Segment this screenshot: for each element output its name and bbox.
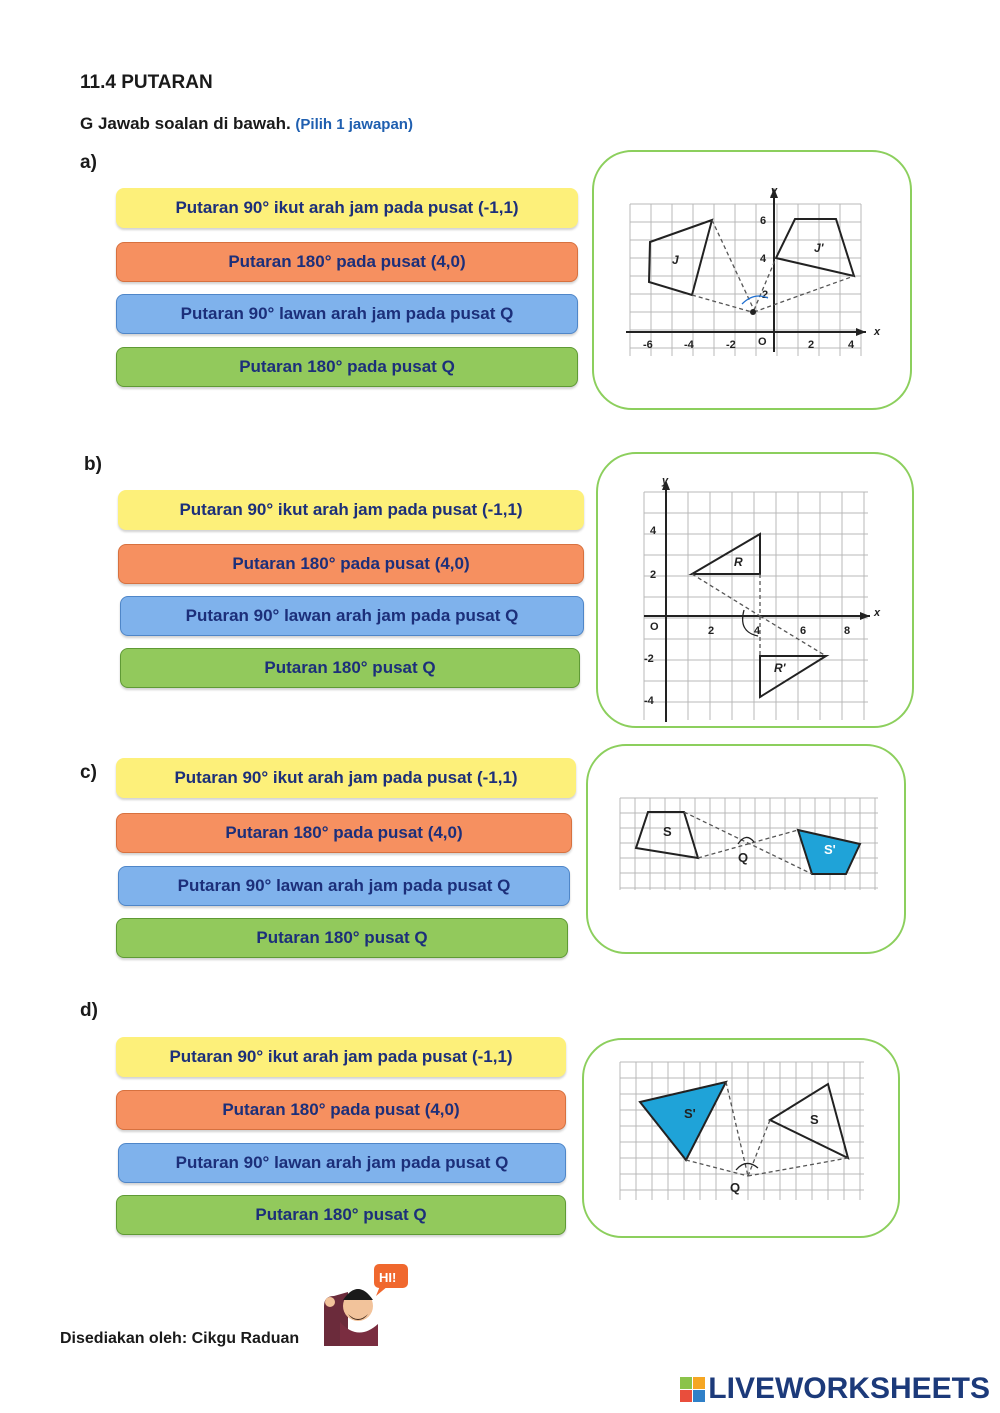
- x-tick-2: 2: [808, 339, 815, 351]
- question-d-option-3[interactable]: Putaran 90° lawan arah jam pada pusat Q: [118, 1143, 566, 1183]
- x-axis-label: x: [874, 607, 881, 619]
- question-a-option-3[interactable]: Putaran 90° lawan arah jam pada pusat Q: [116, 294, 578, 334]
- y-axis-label: y: [771, 185, 778, 197]
- x-tick-4: 4: [754, 625, 761, 637]
- shape-S-image-label: S': [824, 842, 836, 857]
- origin-label: O: [650, 621, 659, 633]
- question-a-option-1[interactable]: Putaran 90° ikut arah jam pada pusat (-1,1): [116, 188, 578, 228]
- shape-J-label: J: [672, 253, 679, 267]
- speech-bubble-text: HI!: [379, 1270, 397, 1285]
- question-c-option-2[interactable]: Putaran 180° pada pusat (4,0): [116, 813, 572, 853]
- x-tick-4: 4: [848, 339, 855, 351]
- y-tick-4: 4: [650, 525, 657, 537]
- origin-label: O: [758, 336, 767, 348]
- question-d-figure-panel: [582, 1038, 900, 1238]
- instruction-hint: (Pilih 1 jawapan): [295, 116, 413, 133]
- shape-R-image-label: R': [774, 661, 786, 675]
- teacher-avatar-illustration: [318, 1262, 414, 1348]
- y-axis-label: y: [662, 475, 669, 487]
- logo-mark-icon: [680, 1377, 705, 1402]
- question-a-figure-panel: [592, 150, 912, 410]
- x-tick-8: 8: [844, 625, 851, 637]
- shape-R-image: [760, 656, 826, 697]
- question-c-label: c): [80, 762, 97, 783]
- question-a-graph: [594, 152, 912, 410]
- question-a-option-2[interactable]: Putaran 180° pada pusat (4,0): [116, 242, 578, 282]
- logo-text: LIVEWORKSHEETS: [708, 1372, 990, 1405]
- instruction-text: G Jawab soalan di bawah.: [80, 114, 291, 133]
- page-title: 11.4 PUTARAN: [80, 72, 213, 93]
- question-c-option-1[interactable]: Putaran 90° ikut arah jam pada pusat (-1,1): [116, 758, 576, 798]
- question-c-figure-panel: [586, 744, 906, 954]
- question-d-option-1[interactable]: Putaran 90° ikut arah jam pada pusat (-1,1): [116, 1037, 566, 1077]
- question-c-option-3[interactable]: Putaran 90° lawan arah jam pada pusat Q: [118, 866, 570, 906]
- shape-R: [692, 534, 760, 574]
- avatar-cap: [343, 1289, 373, 1300]
- shape-J-image-label: J': [814, 241, 824, 255]
- question-b-option-3[interactable]: Putaran 90° lawan arah jam pada pusat Q: [120, 596, 584, 636]
- shape-S: [770, 1084, 848, 1158]
- center-Q-label: Q: [738, 850, 749, 865]
- x-tick-6: 6: [800, 625, 807, 637]
- x-axis-label: x: [874, 326, 881, 338]
- x-tick-neg2: -2: [726, 339, 736, 351]
- y-tick-neg4: -4: [644, 695, 654, 707]
- question-a-label: a): [80, 152, 97, 173]
- question-d-option-4[interactable]: Putaran 180° pusat Q: [116, 1195, 566, 1235]
- question-c-option-4[interactable]: Putaran 180° pusat Q: [116, 918, 568, 958]
- question-c-graph: [588, 746, 906, 954]
- shape-S-label: S: [810, 1112, 819, 1127]
- y-tick-2: 2: [762, 289, 769, 301]
- shape-S-label: S: [663, 824, 672, 839]
- question-b-option-4[interactable]: Putaran 180° pusat Q: [120, 648, 580, 688]
- y-tick-4: 4: [760, 253, 767, 265]
- question-b-figure-panel: [596, 452, 914, 728]
- question-a-option-4[interactable]: Putaran 180° pada pusat Q: [116, 347, 578, 387]
- liveworksheets-logo: [680, 1372, 990, 1406]
- question-b-graph: [598, 454, 914, 728]
- credit-text: Disediakan oleh: Cikgu Raduan: [60, 1330, 300, 1347]
- y-tick-6: 6: [760, 215, 767, 227]
- shape-R-label: R: [734, 555, 743, 569]
- shape-S-image-label: S': [684, 1106, 696, 1121]
- question-d-option-2[interactable]: Putaran 180° pada pusat (4,0): [116, 1090, 566, 1130]
- question-b-option-2[interactable]: Putaran 180° pada pusat (4,0): [118, 544, 584, 584]
- y-tick-2: 2: [650, 569, 657, 581]
- center-point: [750, 309, 756, 315]
- center-Q-label: Q: [730, 1180, 741, 1195]
- x-tick-2: 2: [708, 625, 715, 637]
- x-tick-neg4: -4: [684, 339, 694, 351]
- question-b-option-1[interactable]: Putaran 90° ikut arah jam pada pusat (-1,1): [118, 490, 584, 530]
- x-tick-neg6: -6: [643, 339, 653, 351]
- question-d-graph: [584, 1040, 900, 1238]
- instruction: [80, 114, 413, 134]
- question-b-label: b): [84, 454, 102, 475]
- y-tick-neg2: -2: [644, 653, 654, 665]
- question-d-label: d): [80, 1000, 98, 1021]
